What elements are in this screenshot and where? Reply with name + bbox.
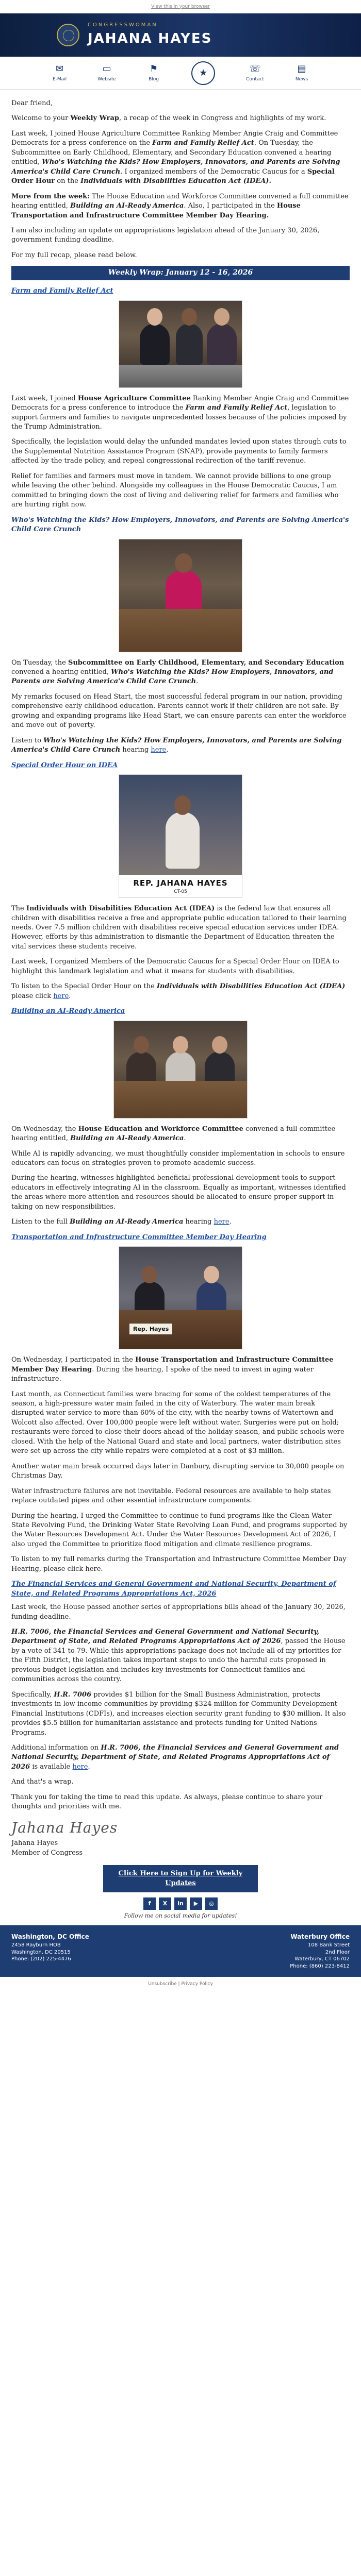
plate-name: REP. JAHANA HAYES bbox=[133, 878, 228, 888]
unsubscribe-footer[interactable]: Unsubscribe | Privacy Policy bbox=[148, 1981, 213, 1987]
farm-paragraph-3: Relief for families and farmers must move in tandem. We cannot provide billions to one group while leaving the other behind. Alongside my colleagues in the House Democratic Caucus, I am committed to bringing down the cost of living and delivering relief for farmers and families who are hurting right now. bbox=[11, 472, 339, 509]
week-banner: Weekly Wrap: January 12 - 16, 2026 bbox=[11, 266, 350, 280]
flag-icon: ⚑ bbox=[149, 63, 158, 74]
section-heading-ai: Building an AI-Ready America bbox=[11, 1007, 125, 1015]
intro-paragraph-3: More from the week: The House Education and Workforce Committee convened a full committee hearing entitled, Building an AI-Ready America. Also, I participated in the House Transportation and Infrastructure Committee Member Day Hearing. bbox=[11, 192, 349, 219]
ti-hearing-photo bbox=[119, 1246, 242, 1349]
dc-office-phone: Phone: (202) 225-4476 bbox=[11, 1956, 71, 1962]
greeting: Dear friend, bbox=[11, 99, 53, 107]
blog-label: Blog bbox=[149, 76, 159, 82]
offices-footer bbox=[0, 1925, 361, 1977]
intro-paragraph-2: Last week, I joined House Agriculture Committee Ranking Member Angie Craig and Committee Democrats for a press conference on the Farm and Family Relief Act. On Tuesday, the Subcommittee on Early Childhood, Elementary, and Secondary Education convened a hearing entitled, Who's Watching the Kids? How Employers, Innovators, and Parents are Solving America's Child Care Crunch. I organized members of the Democratic Caucus for a Special Order Hour on the Individuals with Disabilities Education Act (IDEA). bbox=[11, 129, 340, 185]
youtube-icon[interactable]: ▶ bbox=[190, 1897, 202, 1910]
idea-paragraph-3: To listen to the Special Order Hour on the Individuals with Disabilities Education Act (IDEA) please click here. bbox=[11, 982, 346, 1000]
name-plate bbox=[119, 875, 242, 897]
signup-button[interactable]: Click Here to Sign Up for Weekly Updates bbox=[103, 1865, 258, 1892]
section-heading-ti: Transportation and Infrastructure Committee Member Day Hearing bbox=[11, 1233, 267, 1241]
ai-paragraph-4: Listen to the full Building an AI-Ready America hearing here. bbox=[11, 1218, 232, 1226]
ai-hearing-photo bbox=[113, 1021, 248, 1118]
ti-paragraph-1: On Wednesday, I participated in the House Transportation and Infrastructure Committee Member Day Hearing. During the hearing, I spoke of the need to invest in aging water infrastructure. bbox=[11, 1356, 334, 1383]
instagram-icon[interactable]: in bbox=[174, 1897, 187, 1910]
section-heading-kids: Who's Watching the Kids? How Employers, Innovators, and Parents are Solving America's Child Care Crunch bbox=[11, 516, 349, 534]
intro-paragraph-1: Welcome to your Weekly Wrap, a recap of the week in Congress and highlights of my work. bbox=[11, 114, 326, 123]
kids-paragraph-2: My remarks focused on Head Start, the most successful federal program in our nation, providing comprehensive early childhood education. Parents cannot work if their children are not safe. By growing and expanding programs like Head Start, we can ensure parents can enter the workforce and move out of poverty. bbox=[11, 692, 347, 730]
farm-paragraph-2: Specifically, the legislation would delay the unfunded mandates levied upon states through cuts to the Supplemental Nutrition Assistance Program (SNAP), provide payments to family farmers affected by the trade policy, and repeal congressional redirection of the tariff revenue. bbox=[11, 438, 347, 465]
approps-paragraph-1: Last week, the House passed another series of appropriations bills ahead of the January 30, 2026, funding deadline. bbox=[11, 1603, 346, 1621]
preheader bbox=[0, 0, 361, 13]
social-links bbox=[11, 1897, 350, 1910]
closing-name: Jahana Hayes bbox=[11, 1839, 58, 1848]
blog-link[interactable] bbox=[147, 63, 160, 83]
idea-special-order-link[interactable]: here bbox=[53, 992, 69, 1000]
closing-title: Member of Congress bbox=[11, 1849, 83, 1857]
plate-district: CT-05 bbox=[174, 889, 187, 895]
chat-icon: ☏ bbox=[249, 63, 261, 74]
contact-label: Contact bbox=[246, 76, 265, 82]
banner-text bbox=[88, 22, 212, 48]
approps-paragraph-2: H.R. 7006, the Financial Services and General Government and National Security, Department of State, and Related Programs Appropriations Act of 2026, passed the House by a vote of 341 to 79. While this appropriations package does not include all of my priorities for the Fifth District, the legislation takes important steps to undo the harmful cuts proposed in previous budget legislation and includes key investments for Connecticut families and communities across the country. bbox=[11, 1628, 346, 1684]
farm-paragraph-1: Last week, I joined House Agriculture Committee Ranking Member Angie Craig and Committee Democrats for a press conference to introduce the Farm and Family Relief Act, legislation to support farmers and families to navigate unprecedented losses because of the policies imposed by the Trump Administration. bbox=[11, 394, 349, 431]
ti-paragraph-5: During the hearing, I urged the Committee to continue to fund programs like the Clean Water State Revolving Fund, the Drinking Water State Revolving Loan Fund, and programs supported by the Water Resources Development Act. Under the Water Resources Development Act of 2026, I also urged the Committee to prioritize flood mitigation and climate resilience programs. bbox=[11, 1512, 348, 1548]
dc-office bbox=[11, 1933, 174, 1970]
idea-paragraph-2: Last week, I organized Members of the Democratic Caucus for a Special Order Hour on IDEA to highlight this landmark legislation and what it means for students with disabilities. bbox=[11, 958, 339, 975]
website-link[interactable] bbox=[97, 63, 116, 83]
contact-link[interactable] bbox=[246, 63, 264, 83]
waterbury-office bbox=[187, 1933, 350, 1970]
x-icon[interactable]: X bbox=[159, 1897, 171, 1910]
kids-hearing-link[interactable]: here bbox=[151, 746, 167, 754]
ai-paragraph-2: While AI is rapidly advancing, we must thoughtfully consider implementation in schools to ensure educators can focus on strategies proven to promote academic success. bbox=[11, 1149, 345, 1167]
threads-icon[interactable]: ◎ bbox=[205, 1897, 218, 1910]
news-label: News bbox=[295, 76, 308, 82]
ai-paragraph-1: On Wednesday, the House Education and Workforce Committee convened a full committee hearing entitled, Building an AI-Ready America. bbox=[11, 1125, 336, 1143]
newspaper-icon: ▤ bbox=[297, 63, 306, 74]
kids-paragraph-3: Listen to Who's Watching the Kids? How Employers, Innovators, and Parents are Solving America's Child Care Crunch hearing here. bbox=[11, 736, 342, 754]
waterbury-office-title: Waterbury Office bbox=[290, 1933, 350, 1940]
intro-paragraph-5: For my full recap, please read below. bbox=[11, 251, 137, 259]
news-link[interactable] bbox=[295, 63, 308, 83]
ai-hearing-link[interactable]: here bbox=[214, 1218, 229, 1226]
ti-paragraph-6: To listen to my full remarks during the Transportation and Infrastructure Committee Member Day Hearing, please click here. bbox=[11, 1555, 347, 1573]
facebook-icon[interactable]: f bbox=[143, 1897, 156, 1910]
monitor-icon: ▭ bbox=[102, 63, 111, 74]
email-body bbox=[0, 90, 361, 1920]
congress-seal-icon bbox=[57, 24, 79, 46]
dc-office-line-1: 2458 Rayburn HOB bbox=[11, 1942, 61, 1948]
press-conference-photo bbox=[119, 300, 242, 388]
icon-bar bbox=[0, 57, 361, 90]
email-label: E-Mail bbox=[52, 76, 67, 82]
intro-paragraph-4: I am also including an update on appropriations legislation ahead of the January 30, 2026, government funding deadline. bbox=[11, 226, 320, 244]
dc-office-title: Washington, DC Office bbox=[11, 1933, 89, 1940]
house-floor-photo bbox=[119, 774, 242, 898]
section-heading-approps: The Financial Services and General Government and National Security, Department of State, and Related Programs Appropriations Act, 2026 bbox=[11, 1580, 336, 1598]
kids-paragraph-1: On Tuesday, the Subcommittee on Early Childhood, Elementary, and Secondary Education convened a hearing entitled, Who's Watching the Kids? How Employers, Innovators, and Parents are Solving America's Child Care Crunch. bbox=[11, 658, 344, 686]
section-heading-farm: Farm and Family Relief Act bbox=[11, 287, 113, 295]
envelope-icon: ✉ bbox=[56, 63, 64, 74]
email-link[interactable] bbox=[53, 63, 67, 83]
idea-paragraph-1: The Individuals with Disabilities Education Act (IDEA) is the federal law that ensures all children with disabilities receive a free and appropriate public education tailored to their learning needs. Over 7.5 million children with disabilities receive special education services under IDEA. However, efforts by this administration to dismantle the Department of Education threaten the vital services these students receive. bbox=[11, 905, 347, 951]
banner-name: JAHANA HAYES bbox=[88, 30, 212, 46]
ti-paragraph-3: Another water main break occurred days later in Danbury, disrupting service to 30,000 people on Christmas Day. bbox=[11, 1462, 344, 1480]
section-heading-idea: Special Order Hour on IDEA bbox=[11, 761, 118, 769]
header-banner bbox=[0, 13, 361, 57]
child-care-hearing-photo bbox=[119, 539, 242, 652]
closing-line-1: And that's a wrap. bbox=[11, 1778, 74, 1786]
view-in-browser-link[interactable]: View this in your browser bbox=[151, 4, 210, 9]
follow-text: Follow me on social media for updates! bbox=[124, 1912, 237, 1920]
signature: Jahana Hayes bbox=[11, 1819, 118, 1836]
dc-office-line-2: Washington, DC 20515 bbox=[11, 1949, 71, 1955]
center-seal-icon: ★ bbox=[191, 61, 215, 85]
approps-info-link[interactable]: here bbox=[72, 1762, 88, 1771]
ai-paragraph-3: During the hearing, witnesses highlighted beneficial professional development tools to support educators in effectively integrating AI in the classroom. Equally as important, witnesses identified the areas where more attention and resources should be allocated to ensure proper support in taking on new responsibilities. bbox=[11, 1174, 346, 1211]
waterbury-office-line-3: Waterbury, CT 06702 bbox=[294, 1956, 350, 1962]
waterbury-office-line-1: 108 Bank Street bbox=[308, 1942, 350, 1948]
closing bbox=[11, 1777, 350, 1858]
closing-line-2: Thank you for taking the time to read this update. As always, please continue to share your thoughts and priorities with me. bbox=[11, 1793, 323, 1811]
waterbury-office-phone: Phone: (860) 223-8412 bbox=[290, 1963, 350, 1969]
waterbury-office-line-2: 2nd Floor bbox=[325, 1949, 350, 1955]
approps-paragraph-3: Specifically, H.R. 7006 provides $1 billion for the Small Business Administration, protects investments in low-income communities by providing $324 million for Community Development Financial Institutions (CDFIs), and increases election security grant funding to $30 million. It also provides $5.5 billion for humanitarian assistance and protects funding for United Nations Programs. bbox=[11, 1690, 346, 1737]
approps-paragraph-4: Additional information on H.R. 7006, the Financial Services and General Government and National Security, Department of State, and Related Programs Appropriations Act of 2026 is available here. bbox=[11, 1744, 339, 1771]
rep-hayes-nameplate: Rep. Hayes bbox=[129, 1324, 172, 1335]
website-label: Website bbox=[97, 76, 117, 82]
ti-paragraph-2: Last month, as Connecticut families were bracing for some of the coldest temperatures of the season, a high-pressure water main failed in the city of Waterbury. The water main break disrupted water service to more than 60% of the city, with the nearby towns of Watertown and Wolcott also affected. Over 100,000 people were left without water. Surgeries were put on hold; restaurants were forced to close their doors ahead of the holiday season, and public schools were closed. With the help of the National Guard and state and local partners, water distribution sites were set up across the city while repairs were completed at a cost of $3 million. bbox=[11, 1390, 344, 1455]
ti-paragraph-4: Water infrastructure failures are not inevitable. Federal resources are available to help states replace outdated pipes and other essential infrastructure components. bbox=[11, 1487, 331, 1505]
banner-kicker: CONGRESSWOMAN bbox=[88, 22, 158, 28]
